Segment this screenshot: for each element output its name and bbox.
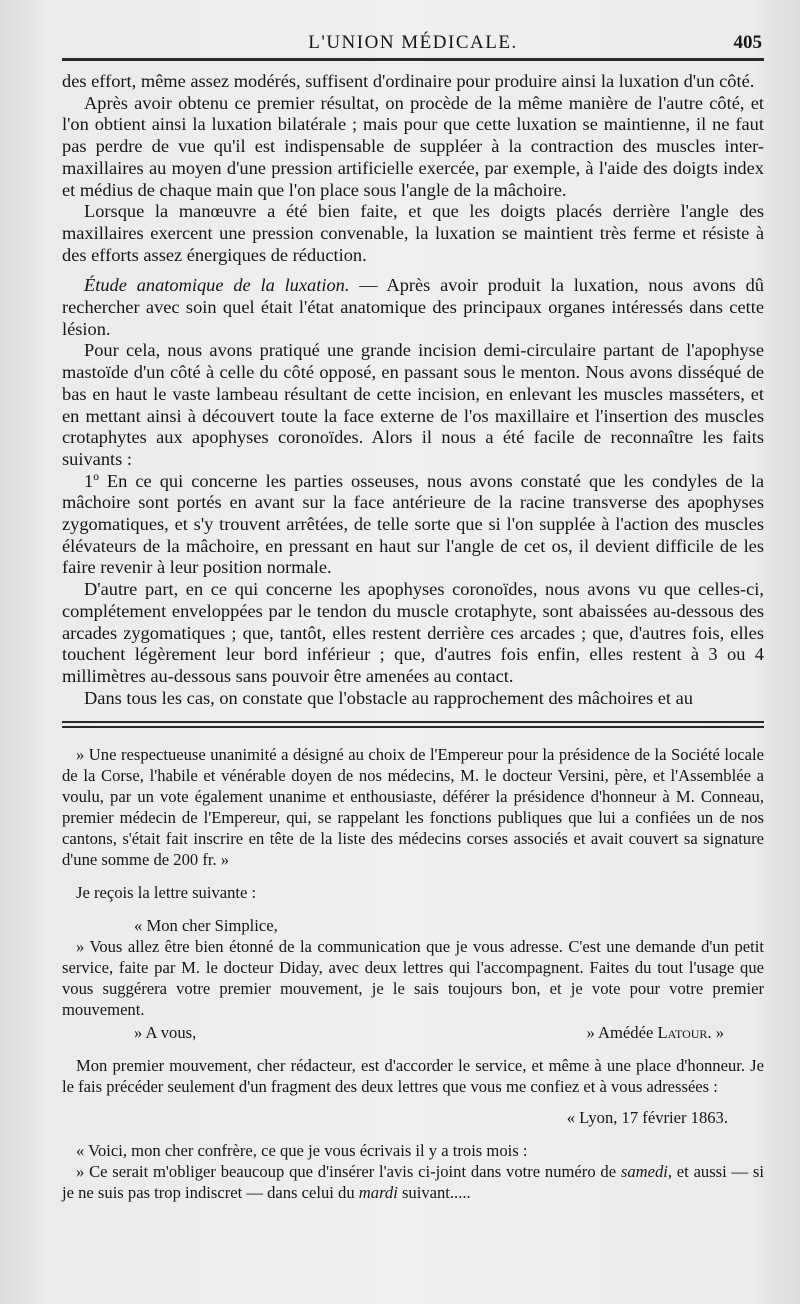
f7-part-b: , et aussi — si je ne suis pas trop indiscret — dans celui du xyxy=(62,1162,764,1203)
paragraph-6: 1º En ce qui concerne les parties osseuses, nous avons constaté que les condyles de la mâchoire sont portés en avant sur la face antérieure de la racine transverse des apophyses zygomatiques, et s'y trouvent arrêtées, de telle sorte que si l'on supplée à l'action des muscles élévateurs de la mâchoire, en pressant en haut sur l'angle de cet os, il devient difficile de les faire revenir à leur position normale. xyxy=(62,470,764,578)
paragraph-8: Dans tous les cas, on constate que l'obstacle au rapprochement des mâchoires et au xyxy=(84,687,693,708)
letter-date-line: « Lyon, 17 février 1863. xyxy=(566,1108,728,1128)
f7-mardi: mardi xyxy=(358,1183,398,1203)
feuilleton-paragraph-3: « Voici, mon cher confrère, ce que je vous écrivais il y a trois mois : xyxy=(76,1141,528,1161)
feuilleton-paragraph-1: » Une respectueuse unanimité a désigné au choix de l'Empereur pour la présidence de la Société locale de la Corse, l'habile et vénérable doyen de nos médecins, M. le docteur Versini, père, et l'Assemblée a voulu, par un vote également unanime et enthousiaste, déférer la présidence d'honneur à M. Conneau, premier médecin de l'Empereur, qui, se rappelant les fonctions publiques que lui a confiées un de nos cantons, s'était fait inscrire en tête de la liste des médecins corses associés et avait couvert sa signature d'une somme de 200 fr. » xyxy=(62,745,764,870)
feuilleton-section xyxy=(62,744,764,1203)
f7-part-c: suivant..... xyxy=(397,1183,471,1203)
page-number: 405 xyxy=(733,32,762,53)
signature-name: Latour xyxy=(657,1023,708,1043)
paragraph-5: Pour cela, nous avons pratiqué une grande incision demi-circulaire partant de l'apophyse mastoïde d'un côté à celle du côté opposé, en passant sous le menton. Nous avons disséqué de bas en haut le vaste lambeau résultant de cette incision, en enlevant les muscles masséters, et en mettant ainsi à découvert toute la face externe de l'os maxillaire et l'insertion des muscles crotaphytes aux apophyses coronoïdes. Alors il nous a été facile de reconnaître les faits suivants : xyxy=(62,340,764,469)
section-heading: Étude anatomique de la luxation. xyxy=(84,275,350,296)
letter-salutation: « Mon cher Simplice, xyxy=(134,916,278,936)
paragraph-3: Lorsque la manœuvre a été bien faite, et que les doigts placés derrière l'angle des maxillaires exercent une pression convenable, la luxation se maintient très ferme et résiste à des efforts assez énergiques de réduction. xyxy=(62,201,764,265)
paragraph-7: D'autre part, en ce qui concerne les apophyses coronoïdes, nous avons vu que celles-ci, complétement enveloppées par le tendon du muscle crotaphyte, sont abaissées au-dessous des arcades zygomatiques ; que, tantôt, elles restent derrière ces arcades ; que, d'autres fois, elles touchent légèrement leur bord inférieur ; que, d'autres fois enfin, elles restent à 3 ou 4 millimètres au-dessous sans pouvoir être amenées au contact. xyxy=(62,579,764,686)
main-article xyxy=(62,71,764,709)
signature-suffix: . » xyxy=(707,1023,724,1043)
letter-body: » Vous allez être bien étonné de la communication que je vous adresse. C'est une demande d'un petit service, faite par M. le docteur Diday, avec deux lettres qui l'accompagnent. Faites du tout l'usage que vous suggérera votre premier mouvement, je le sais toujours bon, et je vote pour votre premier mouvement. xyxy=(62,937,764,1020)
feuilleton-intro: Je reçois la lettre suivante : xyxy=(76,883,257,903)
paragraph-4-body: — Après avoir produit la luxation, nous avons dû rechercher avec soin quel était l'état anatomique des principaux organes intéressés dans cette lésion. xyxy=(62,275,764,339)
paragraph-2: Après avoir obtenu ce premier résultat, on procède de la même manière de l'autre côté, et l'on obtient ainsi la luxation bilatérale ; mais pour que cette luxation se maintienne, il ne faut pas perdre de vue qu'il est indispensable de suppléer à la contraction des muscles inter-maxillaires au moyen d'une pression artificielle exercée, par exemple, à l'aide des doigts index et médius de chaque main que l'on place sous l'angle de la mâchoire. xyxy=(62,92,764,200)
letter-signature-row xyxy=(62,1022,764,1043)
paragraph-1: des effort, même assez modérés, suffisent d'ordinaire pour produire ainsi la luxation d'un côté. xyxy=(62,71,755,91)
running-header xyxy=(62,28,764,61)
running-title: L'UNION MÉDICALE. xyxy=(308,32,518,53)
f7-samedi: samedi xyxy=(620,1162,668,1182)
feuilleton-paragraph-4 xyxy=(62,1161,764,1203)
signature-right xyxy=(587,1022,724,1043)
feuilleton-separator xyxy=(62,721,764,728)
paragraph-4 xyxy=(62,275,764,340)
f7-part-a: » Ce serait m'obliger beaucoup que d'insérer l'avis ci-joint dans votre numéro de xyxy=(76,1162,621,1182)
signature-left: » A vous, xyxy=(134,1023,197,1043)
signature-prefix: » Amédée xyxy=(586,1023,658,1043)
feuilleton-paragraph-2: Mon premier mouvement, cher rédacteur, est d'accorder le service, et même à une place d'honneur. Je le fais précéder seulement d'un fragment des deux lettres que vous me confiez et à vous adressées : xyxy=(62,1056,764,1097)
